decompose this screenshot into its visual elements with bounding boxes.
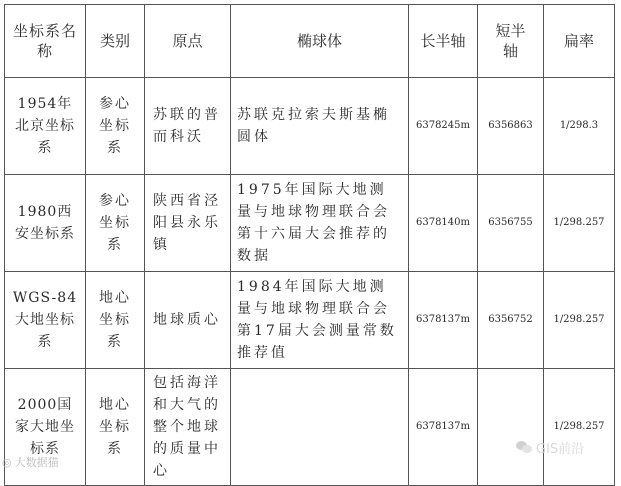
cell-flattening: 1/298.257 — [544, 369, 615, 486]
cell-origin: 地球质心 — [145, 272, 231, 369]
cell-semi-minor — [478, 369, 544, 486]
coordinate-systems-table-container — [4, 4, 615, 486]
coordinate-systems-table — [4, 4, 615, 486]
cell-semi-minor: 6356755 — [478, 175, 544, 272]
table-row — [5, 175, 615, 272]
cell-category: 地心坐标系 — [86, 272, 145, 369]
cell-name: 1980西安坐标系 — [5, 175, 86, 272]
header-flattening: 扁率 — [544, 5, 615, 78]
cell-ellipsoid: 1984年国际大地测量与地球物理联合会第17届大会测量常数推荐值 — [231, 272, 409, 369]
cell-origin: 包括海洋和大气的整个地球的质量中心 — [145, 369, 231, 486]
table-header-row — [5, 5, 615, 78]
header-origin: 原点 — [145, 5, 231, 78]
cell-origin: 苏联的普而科沃 — [145, 78, 231, 175]
watermark-left-mark: ◎ — [2, 455, 12, 469]
cell-name: WGS-84大地坐标系 — [5, 272, 86, 369]
header-name: 坐标系名称 — [5, 5, 86, 78]
wechat-icon — [516, 441, 532, 454]
cell-category: 参心坐标系 — [86, 175, 145, 272]
cell-ellipsoid: 苏联克拉索夫斯基椭圆体 — [231, 78, 409, 175]
cell-semi-minor: 6356752 — [478, 272, 544, 369]
cell-category: 参心坐标系 — [86, 78, 145, 175]
cell-name: 1954年北京坐标系 — [5, 78, 86, 175]
cell-semi-major: 6378137m — [409, 369, 478, 486]
watermark-right-text: GIS前沿 — [536, 442, 585, 457]
watermark-right — [516, 438, 584, 457]
header-semi-minor: 短半轴 — [478, 5, 544, 78]
watermark-left — [2, 454, 59, 470]
cell-name: 2000国家大地坐标系 — [5, 369, 86, 486]
cell-flattening: 1/298.3 — [544, 78, 615, 175]
cell-origin: 陕西省泾阳县永乐镇 — [145, 175, 231, 272]
cell-flattening: 1/298.257 — [544, 175, 615, 272]
table-row — [5, 369, 615, 486]
cell-semi-major: 6378140m — [409, 175, 478, 272]
cell-ellipsoid: 1975年国际大地测量与地球物理联合会第十六届大会推荐的数据 — [231, 175, 409, 272]
table-row — [5, 78, 615, 175]
cell-category: 地心坐标系 — [86, 369, 145, 486]
cell-semi-major: 6378245m — [409, 78, 478, 175]
cell-semi-minor: 6356863 — [478, 78, 544, 175]
header-ellipsoid: 椭球体 — [231, 5, 409, 78]
header-category: 类别 — [86, 5, 145, 78]
cell-flattening: 1/298.257 — [544, 272, 615, 369]
cell-semi-major: 6378137m — [409, 272, 478, 369]
header-semi-major: 长半轴 — [409, 5, 478, 78]
watermark-left-text: 大数据猫 — [14, 456, 59, 469]
cell-ellipsoid — [231, 369, 409, 486]
table-row — [5, 272, 615, 369]
